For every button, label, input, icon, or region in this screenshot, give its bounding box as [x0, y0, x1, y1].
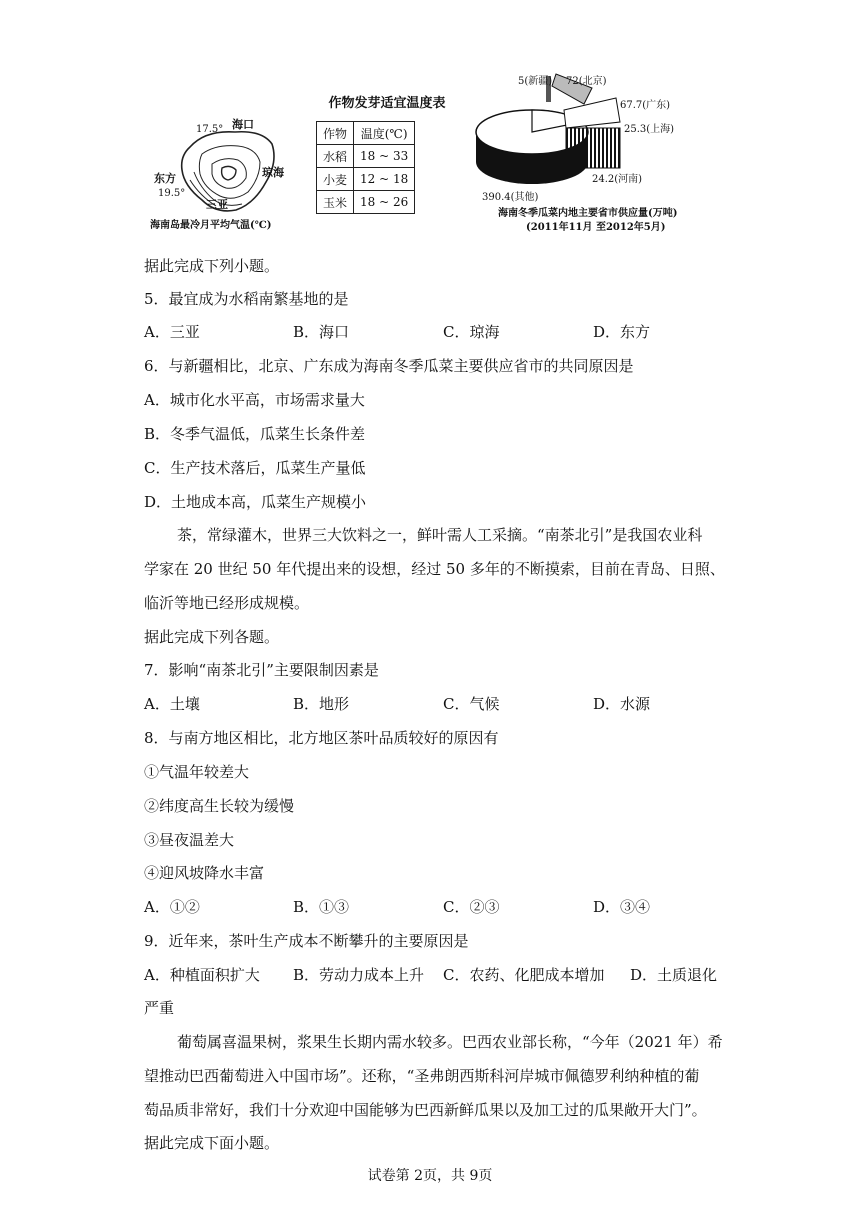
question-5-stem: 5．最宜成为水稻南繁基地的是 [144, 290, 349, 308]
pie-caption-period: (2011年11月 至2012年5月) [526, 222, 666, 233]
table-title: 作物发芽适宜温度表 [328, 96, 446, 111]
q5-option-b[interactable]: B．海口 [293, 323, 350, 341]
table-cell: 18 ~ 26 [354, 191, 415, 214]
pie-label-xinjiang: 5(新疆) [518, 76, 553, 87]
q8-option-b[interactable]: B．①③ [293, 898, 350, 916]
pie-label-beijing: 72(北京) [566, 76, 607, 87]
pie-label-guangdong: 67.7(广东) [620, 100, 671, 111]
pie-label-other: 390.4(其他) [482, 192, 539, 203]
tea-passage-line-3: 临沂等地已经形成规模。 [144, 594, 310, 612]
instruction-text: 据此完成下列小题。 [144, 257, 280, 275]
instruction-text: 据此完成下列各题。 [144, 628, 280, 646]
question-9-stem: 9．近年来，茶叶生产成本不断攀升的主要原因是 [144, 932, 469, 950]
map-label-dongfang: 东方 [154, 172, 176, 185]
crop-temperature-table [316, 121, 415, 214]
q8-item-3: ③昼夜温差大 [144, 831, 235, 849]
tea-passage-line-2: 学家在 20 世纪 50 年代提出来的设想，经过 50 多年的不断摸索，目前在青岛、日照、 [144, 560, 725, 578]
table-cell: 小麦 [317, 168, 354, 191]
table-header-cell: 温度(℃) [354, 122, 415, 145]
grape-passage-line-3: 萄品质非常好，我们十分欢迎中国能够为巴西新鲜瓜果以及加工过的瓜果敞开大门”。 [144, 1101, 707, 1119]
q8-option-d[interactable]: D．③④ [593, 898, 651, 916]
tea-passage-line-1: 茶，常绿灌木，世界三大饮料之一，鲜叶需人工采摘。“南茶北引”是我国农业科 [177, 526, 703, 544]
question-8-stem: 8．与南方地区相比，北方地区茶叶品质较好的原因有 [144, 729, 499, 747]
q9-option-c[interactable]: C．农药、化肥成本增加 [443, 966, 605, 984]
page-footer: 试卷第 2页，共 9页 [367, 1168, 493, 1184]
q8-item-2: ②纬度高生长较为缓慢 [144, 797, 295, 815]
table-header-row [317, 122, 415, 145]
q5-option-c[interactable]: C．琼海 [443, 323, 500, 341]
hainan-temperature-map [150, 112, 310, 234]
q9-option-a[interactable]: A．种植面积扩大 [144, 966, 260, 984]
q7-option-d[interactable]: D．水源 [593, 695, 651, 713]
q6-option-d[interactable]: D．土地成本高，瓜菜生产规模小 [144, 493, 367, 511]
q6-option-c[interactable]: C．生产技术落后，瓜菜生产量低 [144, 459, 366, 477]
map-isotherm-19-5: 19.5° [158, 188, 186, 199]
map-isotherm-17-5: 17.5° [196, 124, 224, 135]
q6-option-a[interactable]: A．城市化水平高，市场需求量大 [144, 391, 365, 409]
instruction-text: 据此完成下面小题。 [144, 1134, 280, 1152]
q9-option-d[interactable]: D．土质退化 [630, 966, 718, 984]
q8-item-4: ④迎风坡降水丰富 [144, 864, 265, 882]
question-7-stem: 7．影响“南茶北引”主要限制因素是 [144, 661, 379, 679]
table-cell: 玉米 [317, 191, 354, 214]
q9-option-b[interactable]: B．劳动力成本上升 [293, 966, 425, 984]
pie-caption: 海南冬季瓜菜内地主要省市供应量(万吨) [498, 208, 678, 219]
q8-item-1: ①气温年较差大 [144, 763, 250, 781]
pie-label-henan: 24.2(河南) [592, 174, 643, 185]
q8-option-c[interactable]: C．②③ [443, 898, 500, 916]
q7-option-b[interactable]: B．地形 [293, 695, 350, 713]
map-caption: 海南岛最冷月平均气温(℃) [150, 220, 272, 231]
map-label-sanya: 三亚 [206, 198, 228, 211]
q6-option-b[interactable]: B．冬季气温低，瓜菜生长条件差 [144, 425, 366, 443]
q7-option-a[interactable]: A．土壤 [144, 695, 200, 713]
table-cell: 18 ~ 33 [354, 145, 415, 168]
table-row [317, 145, 415, 168]
table-row [317, 191, 415, 214]
table-header-cell: 作物 [317, 122, 354, 145]
q5-option-d[interactable]: D．东方 [593, 323, 651, 341]
supply-pie-figure [470, 70, 710, 234]
q9-option-d-wrap: 严重 [144, 999, 175, 1017]
q5-option-a[interactable]: A．三亚 [144, 323, 200, 341]
crop-temperature-table-figure [316, 92, 458, 232]
pie-label-shanghai: 25.3(上海) [624, 124, 675, 135]
map-label-haikou: 海口 [232, 118, 254, 131]
question-6-stem: 6．与新疆相比，北京、广东成为海南冬季瓜菜主要供应省市的共同原因是 [144, 357, 634, 375]
table-cell: 12 ~ 18 [354, 168, 415, 191]
map-label-qionghai: 琼海 [262, 166, 284, 179]
q8-option-a[interactable]: A．①② [144, 898, 200, 916]
q7-option-c[interactable]: C．气候 [443, 695, 500, 713]
grape-passage-line-2: 望推动巴西葡萄进入中国市场”。还称，“圣弗朗西斯科河岸城市佩德罗利纳种植的葡 [144, 1067, 700, 1085]
table-cell: 水稻 [317, 145, 354, 168]
grape-passage-line-1: 葡萄属喜温果树，浆果生长期内需水较多。巴西农业部长称，“今年（2021 年）希 [177, 1033, 723, 1051]
table-row [317, 168, 415, 191]
